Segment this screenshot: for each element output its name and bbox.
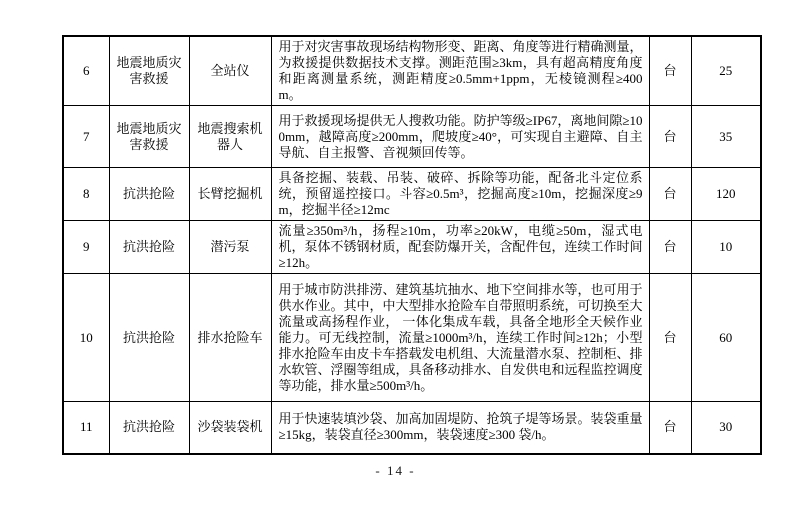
description-cell: 用于救援现场提供无人搜救功能。防护等级≥IP67，离地间隙≥100mm，越障高度≥200mm，爬坡度≥40°，可实现自主避障、自主导航、自主报警、音视频回传等。: [271, 106, 649, 168]
equipment-name-cell: 长臂挖掘机: [189, 168, 271, 221]
table-row: [63, 168, 761, 221]
seq-cell: 11: [63, 402, 109, 454]
seq-cell: 8: [63, 168, 109, 221]
equipment-name-cell: 排水抢险车: [189, 274, 271, 402]
quantity-cell: 25: [691, 36, 761, 106]
category-cell: 抗洪抢险: [109, 274, 189, 402]
seq-cell: 9: [63, 221, 109, 274]
page-number: - 14 -: [375, 463, 416, 478]
category-cell: 抗洪抢险: [109, 168, 189, 221]
unit-cell: 台: [649, 221, 691, 274]
description-cell: 具备挖掘、装载、吊装、破碎、拆除等功能，配备北斗定位系统，预留遥控接口。斗容≥0.5m³，挖掘高度≥10m，挖掘深度≥9m，挖掘半径≥12mc: [271, 168, 649, 221]
table-row: [63, 221, 761, 274]
description-cell: 流量≥350m³/h，扬程≥10m，功率≥20kW，电缆≥50m，湿式电机，泵体不锈钢材质，配套防爆开关，含配件包，连续工作时间≥12h。: [271, 221, 649, 274]
unit-cell: 台: [649, 106, 691, 168]
quantity-cell: 60: [691, 274, 761, 402]
quantity-cell: 10: [691, 221, 761, 274]
description-cell: 用于对灾害事故现场结构物形变、距离、角度等进行精确测量，为救援提供数据技术支撑。测距范围≥3km，具有超高精度角度和距离测量系统，测距精度≥0.5mm+1ppm，无棱镜测程≥400m。: [271, 36, 649, 106]
unit-cell: 台: [649, 168, 691, 221]
table-row: [63, 36, 761, 106]
seq-cell: 10: [63, 274, 109, 402]
category-cell: 抗洪抢险: [109, 402, 189, 454]
equipment-table: [62, 35, 762, 455]
equipment-name-cell: 全站仪: [189, 36, 271, 106]
unit-cell: 台: [649, 36, 691, 106]
unit-cell: 台: [649, 274, 691, 402]
seq-cell: 7: [63, 106, 109, 168]
quantity-cell: 35: [691, 106, 761, 168]
description-cell: 用于城市防洪排涝、建筑基坑抽水、地下空间排水等，也可用于供水作业。其中，中大型排水抢险车自带照明系统，可切换至大流量或高扬程作业， 一体化集成车载，具备全地形全天候作业能力。可无线控制，流量≥1000m³/h，连续工作时间≥12h；小型排水抢险车由皮卡车搭载发电机组、大流量潜水泵、控制柜、排水软管、浮圈等组成，具备移动排水、自发供电和远程监控调度等功能，排水量≥500m³/h。: [271, 274, 649, 402]
category-cell: 抗洪抢险: [109, 221, 189, 274]
quantity-cell: 120: [691, 168, 761, 221]
description-cell: 用于快速装填沙袋、加高加固堤防、抢筑子堤等场景。装袋重量≥15kg，装袋直径≥300mm，装袋速度≥300 袋/h。: [271, 402, 649, 454]
quantity-cell: 30: [691, 402, 761, 454]
table-row: [63, 106, 761, 168]
seq-cell: 6: [63, 36, 109, 106]
category-cell: 地震地质灾害救援: [109, 106, 189, 168]
equipment-name-cell: 潜污泵: [189, 221, 271, 274]
category-cell: 地震地质灾害救援: [109, 36, 189, 106]
equipment-name-cell: 地震搜索机器人: [189, 106, 271, 168]
table-row: [63, 402, 761, 454]
equipment-name-cell: 沙袋装袋机: [189, 402, 271, 454]
unit-cell: 台: [649, 402, 691, 454]
table-row: [63, 274, 761, 402]
